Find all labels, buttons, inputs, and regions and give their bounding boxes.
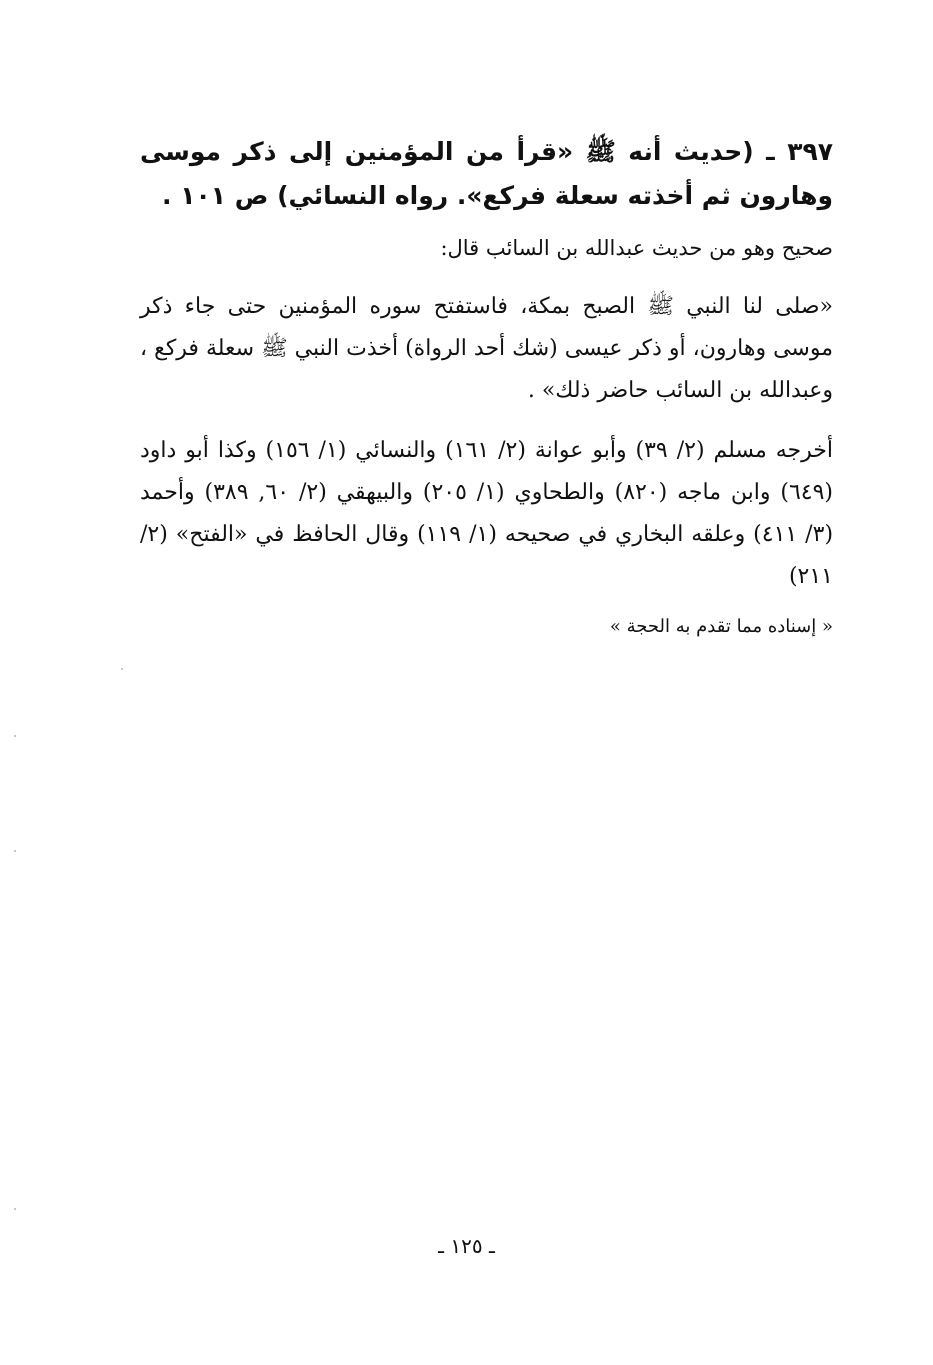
hadith-quote: «صلى لنا النبي ﷺ الصبح بمكة، فاستفتح سوره المؤمنين حتى جاء ذكر موسى وهارون، أو ذكر عيسى (شك أحد الرواة) أخذت النبي ﷺ سعلة فركع ، وعبدالله بن السائب حاضر ذلك» .	[140, 294, 833, 403]
page-number: ـ ١٢٥ ـ	[438, 1234, 495, 1258]
hadith-sources: أخرجه مسلم (٢/ ٣٩) وأبو عوانة (٢/ ١٦١) والنسائي (١/ ١٥٦) وكذا أبو داود (٦٤٩) وابن ماجه (٨٢٠) والطحاوي (١/ ٢٠٥) والبيهقي (٢/ ٦٠, ٣٨٩) وأحمد (٣/ ٤١١) وعلقه البخاري في صحيحه (١/ ١١٩) وقال الحافظ في «الفتح» (٢/ ٢١١)	[140, 438, 834, 589]
hadith-ruling: صحيح وهو من حديث عبدالله بن السائب قال:	[440, 236, 833, 260]
scan-speck	[14, 1208, 16, 1210]
scan-speck	[14, 850, 16, 852]
scan-speck	[14, 735, 16, 737]
isnad-note: « إسناده مما تقدم به الحجة »	[609, 616, 833, 637]
hadith-heading: ٣٩٧ ـ (حديث أنه ﷺ «قرأ من المؤمنين إلى ذكر موسى وهارون ثم أخذته سعلة فركع». رواه النسائي) ص ١٠١ .	[140, 137, 833, 210]
hadith-entry	[140, 130, 833, 644]
scan-speck	[121, 668, 123, 670]
